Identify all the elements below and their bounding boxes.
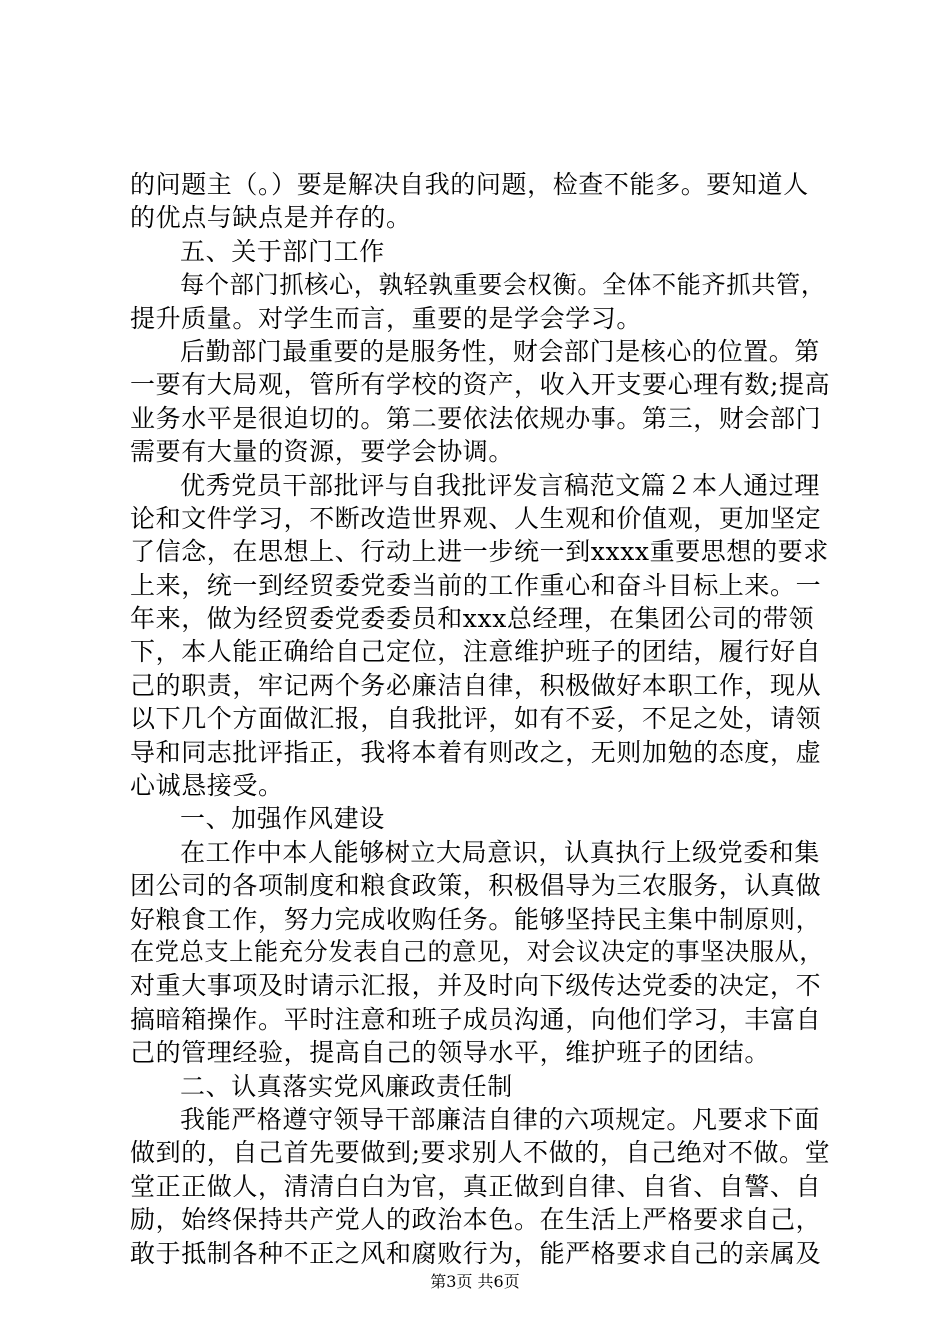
- section-heading: 五、关于部门工作: [180, 236, 385, 266]
- text-line: 后勤部门最重要的是服务性，财会部门是核心的位置。第: [180, 336, 821, 366]
- text-line: 论和文件学习，不断改造世界观、人生观和价值观，更加坚定: [130, 503, 822, 533]
- text-line: 做到的，自己首先要做到;要求别人不做的，自己绝对不做。堂: [130, 1138, 831, 1168]
- text-line: 上来，统一到经贸委党委当前的工作重心和奋斗目标上来。一: [130, 570, 822, 600]
- text-line: 以下几个方面做汇报，自我批评，如有不妥，不足之处，请领: [130, 704, 822, 734]
- text-line: 在工作中本人能够树立大局意识，认真执行上级党委和集: [180, 837, 821, 867]
- section-heading: 一、加强作风建设: [180, 804, 385, 834]
- text-line: 的问题主（。）要是解决自我的问题，检查不能多。要知道人: [130, 170, 809, 199]
- text-line: 下，本人能正确给自己定位，注意维护班子的团结，履行好自: [130, 637, 822, 667]
- text-line: 我能严格遵守领导干部廉洁自律的六项规定。凡要求下面: [180, 1104, 821, 1134]
- text-line: 己的管理经验，提高自己的领导水平，维护班子的团结。: [130, 1038, 771, 1068]
- text-line: 敢于抵制各种不正之风和腐败行为，能严格要求自己的亲属及: [130, 1238, 822, 1268]
- text-line: 好粮食工作，努力完成收购任务。能够坚持民主集中制原则，: [130, 904, 822, 934]
- text-line: 提升质量。对学生而言，重要的是学会学习。: [130, 303, 643, 333]
- section-heading: 二、认真落实党风廉政责任制: [180, 1071, 513, 1101]
- page-footer: 第3页 共6页: [430, 1272, 520, 1291]
- text-line: 年来，做为经贸委党委委员和xxx总经理，在集团公司的带领: [130, 604, 815, 634]
- text-line: 业务水平是很迫切的。第二要依法依规办事。第三，财会部门: [130, 403, 822, 433]
- text-line: 对重大事项及时请示汇报，并及时向下级传达党委的决定，不: [130, 971, 822, 1001]
- text-line: 每个部门抓核心，孰轻孰重要会权衡。全体不能齐抓共管，: [180, 270, 826, 300]
- text-line: 优秀党员干部批评与自我批评发言稿范文篇２本人通过理: [180, 470, 821, 500]
- document-body: [130, 168, 830, 1270]
- text-line: 一要有大局观，管所有学校的资产，收入开支要心理有数;提高: [130, 370, 831, 400]
- text-line: 需要有大量的资源，要学会协调。: [130, 437, 515, 467]
- text-line: 团公司的各项制度和粮食政策，积极倡导为三农服务，认真做: [130, 871, 822, 901]
- text-line: 了信念，在思想上、行动上进一步统一到xxxx重要思想的要求: [130, 537, 829, 567]
- text-line: 心诚恳接受。: [130, 771, 284, 801]
- text-line: 励，始终保持共产党人的政治本色。在生活上严格要求自己，: [130, 1205, 822, 1235]
- text-line: 在党总支上能充分发表自己的意见，对会议决定的事坚决服从，: [130, 937, 825, 966]
- text-line: 堂正正做人，清清白白为官，真正做到自律、自省、自警、自: [130, 1171, 822, 1201]
- text-line: 的优点与缺点是并存的。: [130, 203, 412, 233]
- text-line: 搞暗箱操作。平时注意和班子成员沟通，向他们学习，丰富自: [130, 1004, 822, 1034]
- text-line: 导和同志批评指正，我将本着有则改之，无则加勉的态度，虚: [130, 737, 822, 767]
- text-line: 己的职责，牢记两个务必廉洁自律，积极做好本职工作，现从: [130, 670, 822, 700]
